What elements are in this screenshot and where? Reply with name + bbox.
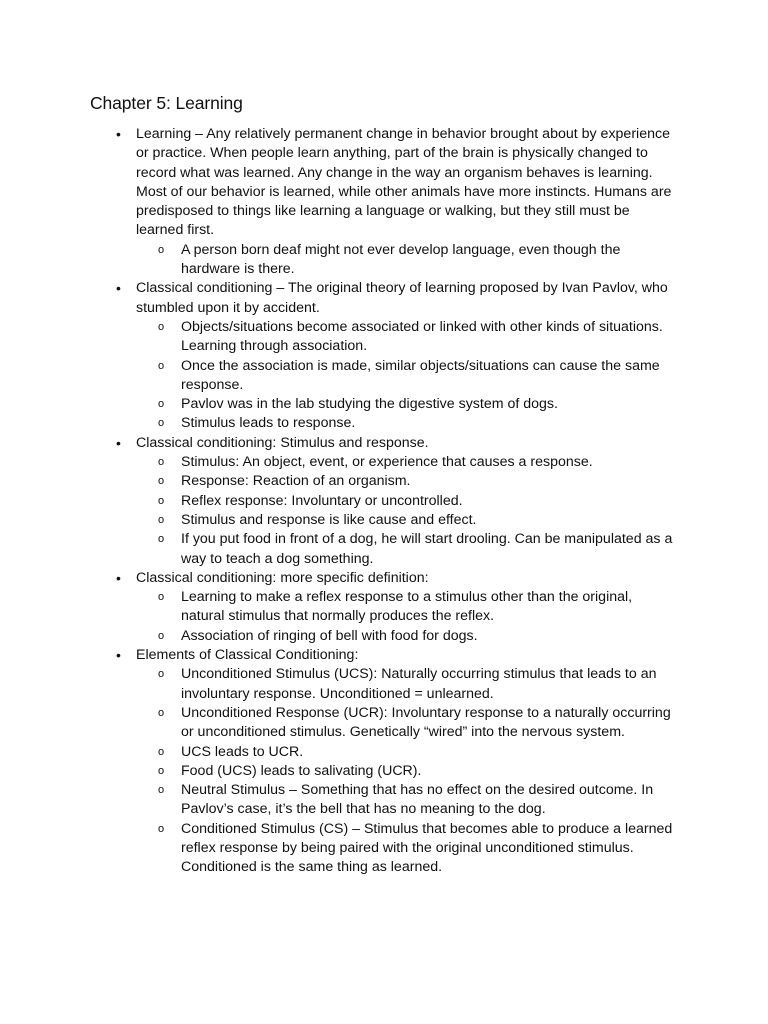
outline-item-specific-definition	[0, 569, 674, 646]
sub-item-text: Once the association is made, similar objects/situations can cause the same response.	[181, 357, 660, 393]
item-text: Elements of Classical Conditioning:	[136, 647, 359, 664]
item-text: Learning – Any relatively permanent change in behavior brought about by experience or practice. When people learn anything, part of the brain is physically changed to record what was learned. Any change in the way an organism behaves is learning. Most of our behavior is learned, while other animals have more instincts. Humans are predisposed to things like learning a language or walking, but they still must be learned first.	[136, 126, 672, 239]
sub-bullet-icon: o	[158, 668, 165, 681]
sub-item	[136, 781, 674, 820]
sub-item-text: A person born deaf might not ever develop language, even though the hardware is there.	[181, 241, 621, 278]
sub-item-text: Response: Reaction of an organism.	[181, 473, 411, 490]
sub-bullet-icon: o	[158, 745, 165, 758]
sub-bullet-icon: o	[158, 243, 165, 256]
outline-item-learning	[0, 125, 674, 279]
sub-bullet-icon: o	[158, 320, 165, 333]
sub-list	[136, 318, 674, 434]
sub-bullet-icon: o	[158, 494, 165, 507]
sub-bullet-icon: o	[158, 822, 165, 835]
sub-item	[136, 453, 674, 472]
item-text: Classical conditioning: more specific definition:	[136, 569, 429, 586]
sub-item-text: Reflex response: Involuntary or uncontrolled.	[181, 492, 463, 509]
sub-item-text: Conditioned Stimulus (CS) – Stimulus that becomes able to produce a learned reflex response by being paired with the original unconditioned stimulus. Conditioned is the same thing as learned.	[181, 820, 673, 876]
sub-item-text: Unconditioned Stimulus (UCS): Naturally occurring stimulus that leads to an involuntary response. Unconditioned = unlearned.	[181, 666, 657, 702]
sub-bullet-icon: o	[158, 591, 165, 604]
sub-item-text: Stimulus and response is like cause and effect.	[181, 511, 477, 528]
sub-item-text: If you put food in front of a dog, he will start drooling. Can be manipulated as a way to teach a dog something.	[181, 531, 673, 567]
sub-item	[136, 472, 674, 491]
sub-item	[136, 704, 674, 743]
sub-item-text: Stimulus leads to response.	[181, 415, 356, 432]
sub-bullet-icon: o	[158, 359, 165, 372]
sub-item-text: Learning to make a reflex response to a stimulus other than the original, natural stimulus that normally produces the reflex.	[181, 589, 633, 625]
sub-item-text: Pavlov was in the lab studying the digestive system of dogs.	[181, 396, 558, 413]
sub-item	[136, 241, 674, 280]
item-text: Classical conditioning: Stimulus and response.	[136, 434, 429, 451]
sub-item-text: Stimulus: An object, event, or experience that causes a response.	[181, 454, 593, 471]
sub-list	[136, 453, 674, 569]
bullet-icon: •	[116, 647, 121, 664]
sub-item-text: UCS leads to UCR.	[181, 743, 304, 760]
sub-item	[136, 357, 674, 396]
sub-bullet-icon: o	[158, 706, 165, 719]
sub-bullet-icon: o	[158, 398, 165, 411]
bullet-icon: •	[116, 280, 121, 297]
sub-item	[136, 588, 674, 627]
sub-item	[136, 414, 674, 433]
sub-item-text: Association of ringing of bell with food for dogs.	[181, 627, 478, 644]
sub-item	[136, 530, 674, 569]
sub-item	[136, 318, 674, 357]
bullet-icon: •	[116, 569, 121, 586]
sub-bullet-icon: o	[158, 513, 165, 526]
sub-item-text: Food (UCS) leads to salivating (UCR).	[181, 762, 422, 779]
item-text: Classical conditioning – The original theory of learning proposed by Ivan Pavlov, who stumbled upon it by accident.	[136, 280, 668, 316]
sub-item	[136, 762, 674, 781]
sub-item	[136, 743, 674, 762]
outline-list	[0, 125, 768, 878]
sub-item-text: Unconditioned Response (UCR): Involuntary response to a naturally occurring or unconditioned stimulus. Genetically “wired” into the nervous system.	[181, 704, 671, 741]
sub-item	[136, 820, 674, 878]
sub-bullet-icon: o	[158, 456, 165, 469]
sub-item-text: Objects/situations become associated or linked with other kinds of situations. Learning through association.	[181, 318, 663, 355]
bullet-icon: •	[116, 434, 121, 451]
sub-item	[136, 665, 674, 704]
sub-bullet-icon: o	[158, 784, 165, 797]
sub-list	[136, 241, 674, 280]
sub-list	[136, 588, 674, 646]
sub-bullet-icon: o	[158, 629, 165, 642]
sub-item	[136, 511, 674, 530]
sub-bullet-icon: o	[158, 475, 165, 488]
sub-list	[136, 665, 674, 877]
outline-item-classical-conditioning	[0, 279, 674, 433]
outline-item-stimulus-response	[0, 434, 674, 569]
sub-bullet-icon: o	[158, 764, 165, 777]
sub-bullet-icon: o	[158, 417, 165, 430]
sub-bullet-icon: o	[158, 533, 165, 546]
sub-item	[136, 395, 674, 414]
sub-item-text: Neutral Stimulus – Something that has no effect on the desired outcome. In Pavlov’s case, it’s the bell that has no meaning to the dog.	[181, 782, 654, 818]
sub-item	[136, 492, 674, 511]
sub-item	[136, 627, 674, 646]
outline-item-elements	[0, 646, 674, 878]
page-title: Chapter 5: Learning	[90, 93, 243, 113]
bullet-icon: •	[116, 126, 121, 142]
